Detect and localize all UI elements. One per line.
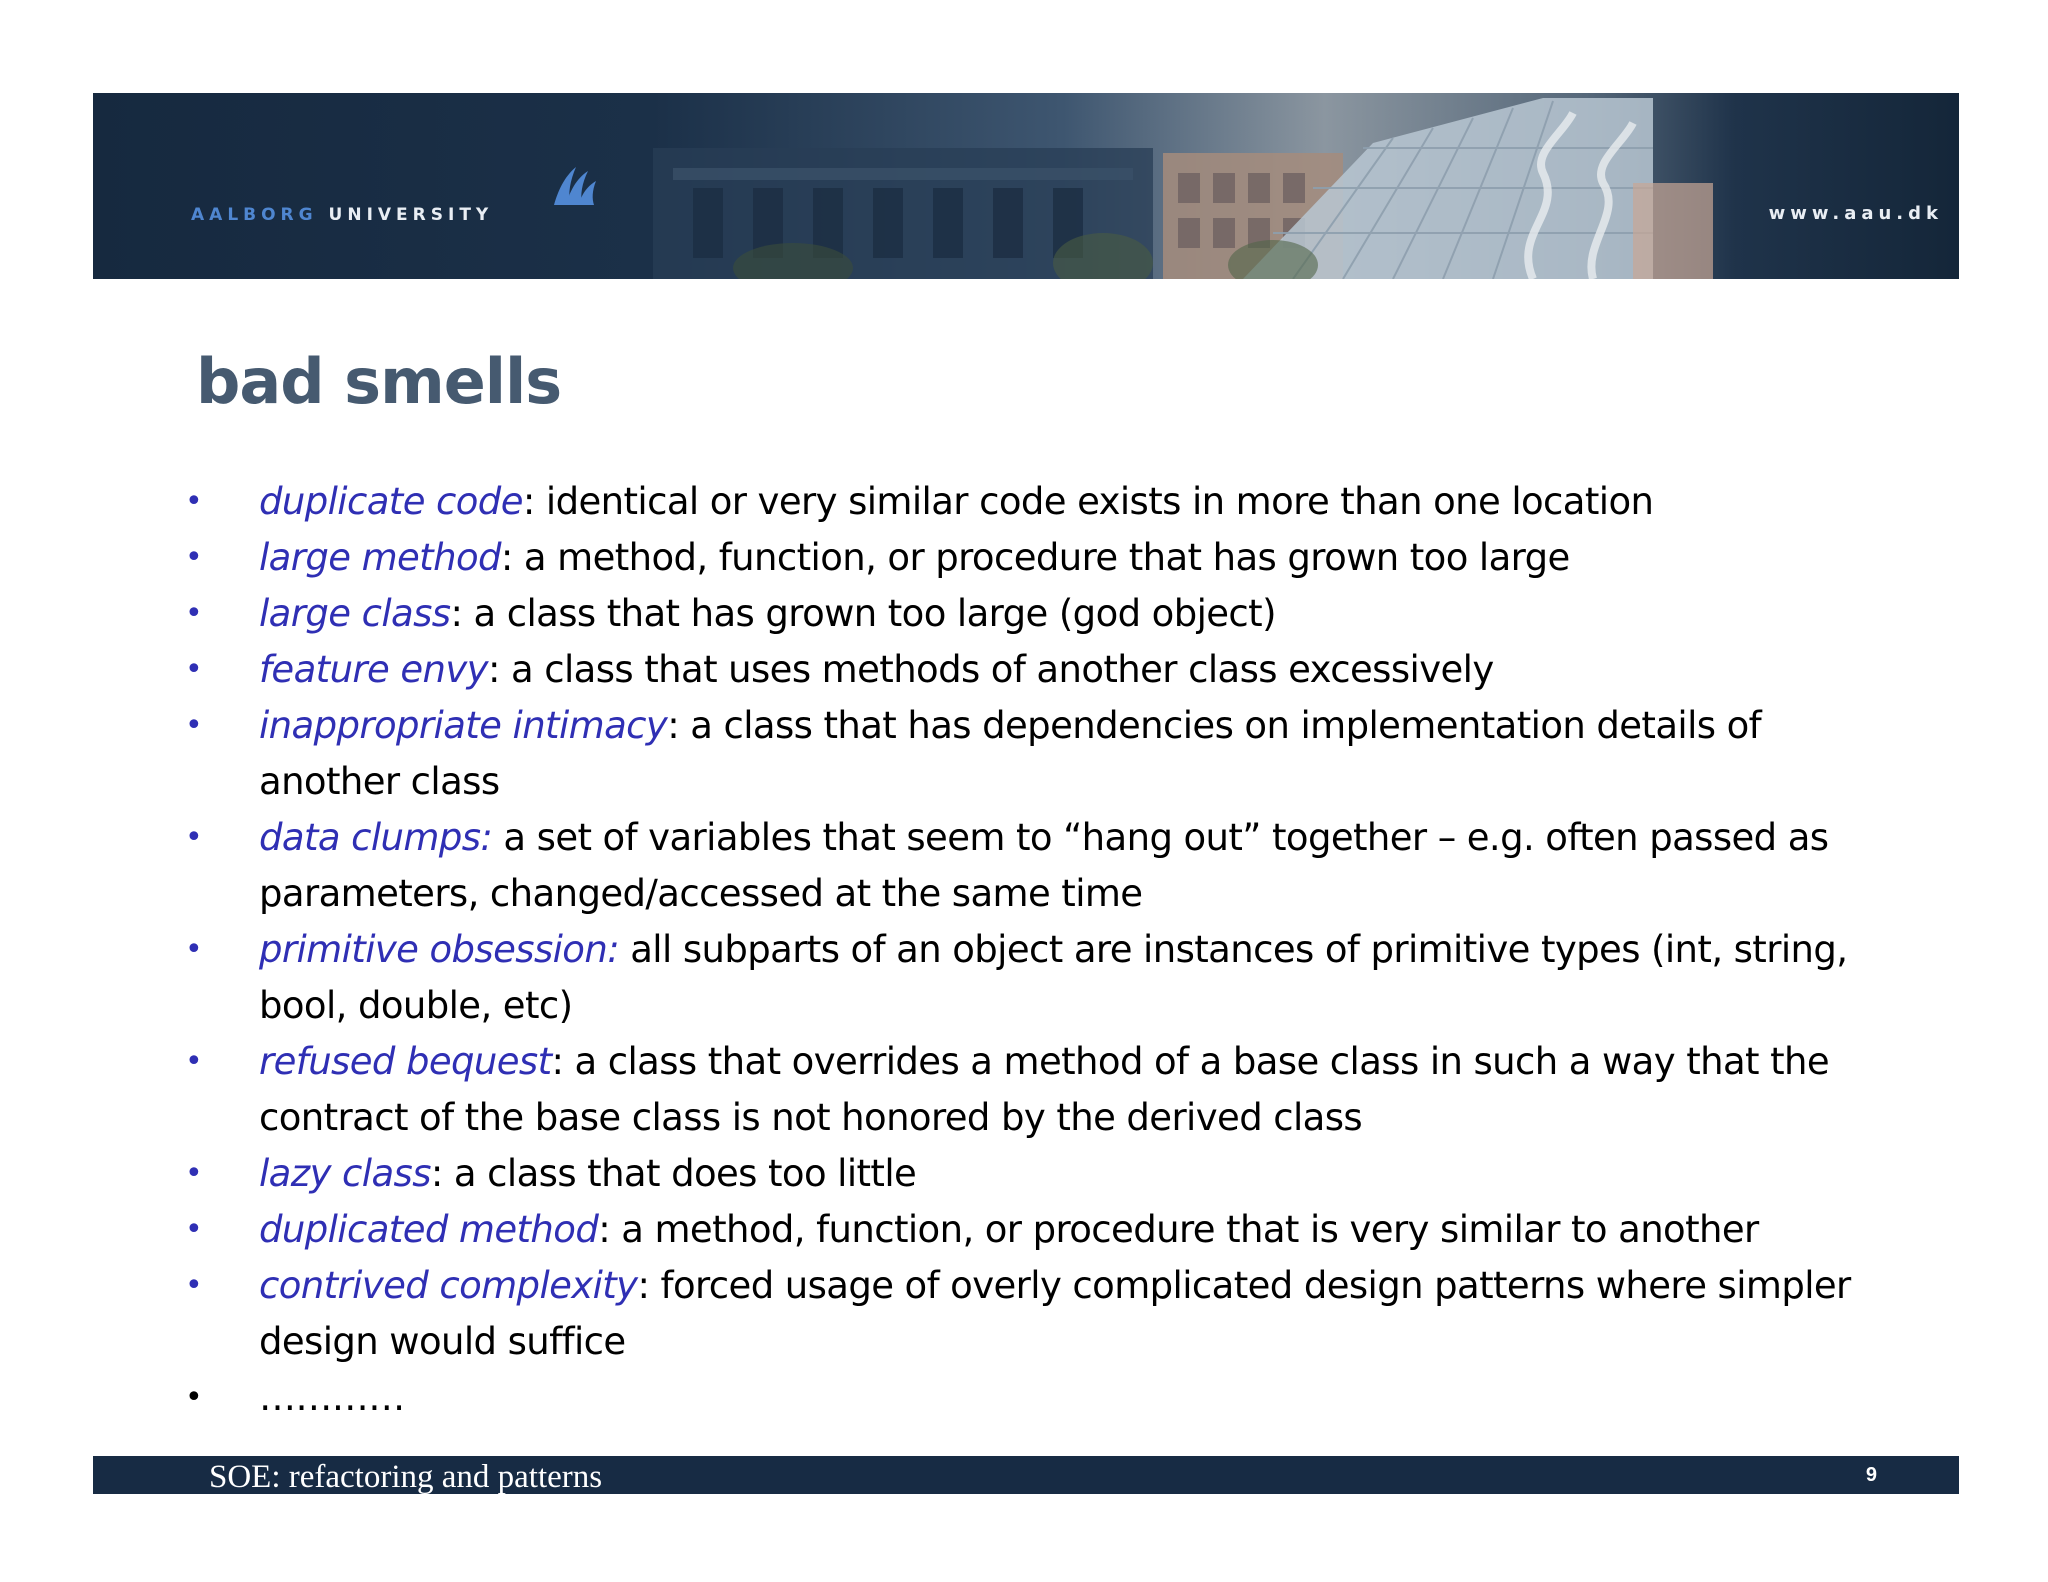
smell-term: contrived complexity — [259, 1264, 638, 1307]
list-item — [180, 1034, 1900, 1146]
smell-term: duplicated method — [259, 1208, 599, 1251]
bullet-icon: • — [185, 1380, 203, 1415]
bullet-icon: • — [185, 652, 203, 687]
list-item — [180, 586, 1900, 642]
list-item — [180, 1258, 1900, 1370]
separator: : — [500, 536, 513, 579]
smell-description: a class that uses methods of another class excessively — [499, 648, 1494, 691]
list-item-ellipsis — [180, 1370, 1900, 1426]
bullet-icon: • — [185, 596, 203, 631]
university-logo-icon — [548, 163, 598, 207]
bullet-icon: • — [185, 820, 203, 855]
bullet-icon: • — [185, 1044, 203, 1079]
separator: : — [430, 1152, 443, 1195]
slide-title: bad smells — [196, 345, 562, 418]
bad-smells-list — [180, 474, 1900, 1426]
brand-part-2: UNIVERSITY — [328, 205, 494, 225]
list-item — [180, 642, 1900, 698]
footer-bar — [93, 1456, 1959, 1494]
bullet-icon: • — [185, 1268, 203, 1303]
smell-term: large method — [259, 536, 501, 579]
campus-building-photo — [93, 93, 1959, 279]
list-item — [180, 530, 1900, 586]
smell-term: primitive obsession: — [259, 928, 620, 971]
bullet-icon: • — [185, 932, 203, 967]
smell-term: refused bequest — [259, 1040, 552, 1083]
website-url[interactable]: www.aau.dk — [1768, 203, 1943, 224]
university-name — [191, 205, 493, 225]
smell-description: a method, function, or procedure that has grown too large — [512, 536, 1570, 579]
list-item — [180, 474, 1900, 530]
smell-term: data clumps: — [259, 816, 493, 859]
smell-description: a class that does too little — [442, 1152, 917, 1195]
separator: : — [667, 704, 680, 747]
separator: : — [598, 1208, 611, 1251]
list-item — [180, 810, 1900, 922]
smell-term: inappropriate intimacy — [259, 704, 668, 747]
list-item — [180, 698, 1900, 810]
smell-description: a class that has grown too large (god object) — [462, 592, 1276, 635]
page-number: 9 — [1865, 1464, 1877, 1486]
list-item — [180, 922, 1900, 1034]
smell-term: lazy class — [259, 1152, 431, 1195]
separator: : — [450, 592, 463, 635]
list-item — [180, 1202, 1900, 1258]
brand-part-1: AALBORG — [191, 205, 318, 225]
smell-description: identical or very similar code exists in more than one location — [534, 480, 1654, 523]
smell-term: duplicate code — [259, 480, 523, 523]
bullet-icon: • — [185, 1156, 203, 1191]
header-banner — [93, 93, 1959, 279]
bullet-icon: • — [185, 1212, 203, 1247]
smell-term: large class — [259, 592, 451, 635]
smell-description: a class that has dependencies on implementation details of another class — [259, 704, 1762, 803]
separator: : — [637, 1264, 650, 1307]
smell-description: all subparts of an object are instances of primitive types (int, string, bool, double, etc) — [259, 928, 1848, 1027]
footer-course-title: SOE: refactoring and patterns — [209, 1459, 603, 1495]
smell-description: forced usage of overly complicated design patterns where simpler design would suffice — [259, 1264, 1851, 1363]
separator: : — [522, 480, 535, 523]
smell-description: a class that overrides a method of a base class in such a way that the contract of the base class is not honored by the derived class — [259, 1040, 1830, 1139]
list-item — [180, 1146, 1900, 1202]
separator: : — [487, 648, 500, 691]
bullet-icon: • — [185, 540, 203, 575]
bullet-icon: • — [185, 484, 203, 519]
smell-term: feature envy — [259, 648, 488, 691]
smell-description: a method, function, or procedure that is very similar to another — [610, 1208, 1759, 1251]
ellipsis-text: ………… — [259, 1376, 405, 1419]
smell-description: a set of variables that seem to “hang out” together – e.g. often passed as parameters, changed/accessed at the same time — [259, 816, 1829, 915]
bullet-icon: • — [185, 708, 203, 743]
separator: : — [551, 1040, 564, 1083]
